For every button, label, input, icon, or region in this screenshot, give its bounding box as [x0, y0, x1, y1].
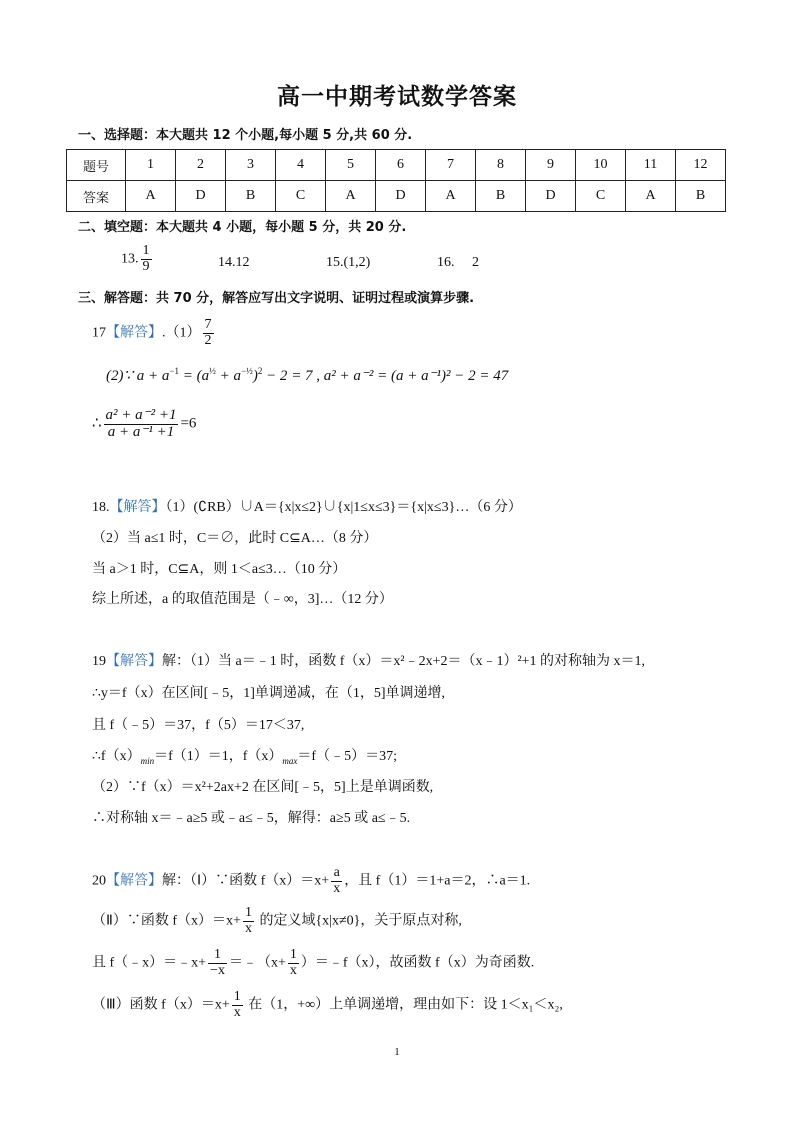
table-cell: 12	[676, 150, 726, 181]
fraction-numerator: 1	[289, 947, 297, 962]
q18-line3: 当 a＞1 时，C⊆A，则 1＜a≤3…（10 分）	[92, 562, 347, 577]
fraction-numerator: 1	[244, 905, 252, 920]
q17-part2-prefix: (2)∵ a + a	[106, 368, 170, 384]
fraction-denominator: −x	[210, 962, 225, 978]
fraction-denominator: 9	[142, 258, 150, 274]
q20-l1-a: 解：（Ⅰ）∵函数 f（x）＝x+	[162, 873, 330, 889]
q17-tag: 【解答】	[106, 325, 162, 341]
table-cell: 6	[376, 150, 426, 181]
fraction-numerator: 1	[233, 989, 241, 1004]
table-cell: B	[226, 181, 276, 212]
table-row-answers	[67, 181, 726, 212]
q19-l4-b: ＝f（1）＝1，f（x）	[154, 749, 283, 764]
q18-line4: 综上所述，a 的取值范围是（﹣∞，3]…（12 分）	[92, 592, 393, 607]
answer-13	[121, 244, 154, 274]
answer-16-label: 16.	[437, 255, 455, 270]
table-cell: C	[276, 181, 326, 212]
q18-l1: （1）(∁RB）∪A＝{x|x≤2}∪{x|1≤x≤3}＝{x|x≤3}…（6 分）	[165, 500, 522, 515]
q17-line2: (2)∵ $a + a^{-1} = (a^{\frac{1}{2}} + a^{-\frac{1}{2}})^2 - 2 = 7$ , a² + a⁻² = (a + a⁻¹)² − 2 = 47	[106, 366, 509, 384]
q20-l4-fraction	[232, 990, 243, 1020]
table-cell: C	[576, 181, 626, 212]
q20-l4-b: 在（1，+∞）上单调递增，理由如下：设 1＜x₁＜x₂,	[244, 997, 563, 1013]
page-number: 1	[394, 1046, 400, 1058]
q20-line3	[92, 948, 534, 978]
table-row-label: 题号	[67, 150, 126, 181]
table-cell: 8	[476, 150, 526, 181]
q20-l2-b: 的定义域{x|x≠0}，关于原点对称,	[255, 913, 462, 929]
table-row-numbers	[67, 150, 726, 181]
q20-l1-fraction	[331, 866, 342, 896]
q19-l1: 解：（1）当 a＝﹣1 时，函数 f（x）＝x²﹣2x+2＝（x﹣1）²+1 的对称轴为 x＝1,	[162, 654, 646, 669]
table-cell: B	[676, 181, 726, 212]
q17-result: =6	[180, 415, 197, 432]
fraction-numerator: 1	[208, 948, 227, 964]
table-cell: A	[626, 181, 676, 212]
choice-answer-table	[66, 149, 726, 212]
subscript-max: max	[282, 755, 298, 766]
fraction-numerator: 1	[142, 243, 150, 258]
table-cell: 5	[326, 150, 376, 181]
fraction-numerator: 7	[204, 317, 212, 332]
q20-line4	[92, 990, 563, 1020]
answer-16	[437, 255, 479, 271]
table-cell: 11	[626, 150, 676, 181]
table-cell: D	[526, 181, 576, 212]
page-title: 高一中期考试数学答案	[277, 84, 517, 110]
q18-line1	[92, 496, 522, 516]
section1-heading: 一、选择题：本大题共 12 个小题,每小题 5 分,共 60 分.	[78, 128, 413, 143]
q20-l1-b: ，且 f（1）＝1+a＝2，∴a＝1.	[344, 873, 531, 889]
q20-tag: 【解答】	[106, 873, 162, 889]
q19-l4-c: ＝f（﹣5）＝37;	[297, 749, 397, 764]
table-cell: A	[126, 181, 176, 212]
answer-13-label: 13.	[121, 251, 139, 267]
q19-line1	[92, 650, 645, 670]
section3-heading: 三、解答题：共 70 分，解答应写出文字说明、证明过程或演算步骤.	[78, 291, 475, 306]
q19-tag: 【解答】	[106, 654, 162, 669]
table-cell: 4	[276, 150, 326, 181]
table-cell: 9	[526, 150, 576, 181]
q20-l2-a: （Ⅱ）∵函数 f（x）＝x+	[92, 913, 241, 929]
table-cell: A	[426, 181, 476, 212]
q20-l4-a: （Ⅲ）函数 f（x）＝x+	[92, 997, 230, 1013]
table-cell: 7	[426, 150, 476, 181]
table-row-label: 答案	[67, 181, 126, 212]
q17-line3	[92, 408, 196, 441]
fraction-numerator: a² + a⁻² +1	[105, 407, 177, 423]
answer-13-fraction	[141, 244, 152, 274]
q19-label: 19	[92, 654, 106, 669]
table-cell: B	[476, 181, 526, 212]
fraction-denominator: x	[233, 1004, 241, 1020]
section2-heading: 二、填空题：本大题共 4 小题，每小题 5 分，共 20 分.	[78, 220, 407, 235]
q18-label: 18.	[92, 500, 110, 515]
q17-label: 17	[92, 325, 106, 341]
fraction-denominator: 2	[204, 332, 212, 348]
q17-part2-rest: = 7 , a² + a⁻² = (a + a⁻¹)² − 2 = 47	[287, 368, 509, 384]
q19-line4	[92, 745, 397, 766]
q17-part1: .（1）	[162, 325, 201, 341]
q19-l4-a: ∴f（x）	[92, 749, 141, 764]
table-cell: D	[376, 181, 426, 212]
q20-l3-b: ＝﹣（x+	[228, 955, 286, 971]
table-cell: 3	[226, 150, 276, 181]
table-cell: 1	[126, 150, 176, 181]
q19-line3: 且 f（﹣5）＝37，f（5）＝17＜37,	[92, 718, 305, 733]
q20-line2	[92, 906, 462, 936]
table-cell: 2	[176, 150, 226, 181]
q19-line6: ∴对称轴 x＝﹣a≥5 或﹣a≤﹣5，解得：a≥5 或 a≤﹣5.	[92, 811, 411, 826]
therefore-symbol: ∴	[92, 415, 102, 432]
q20-label: 20	[92, 873, 106, 889]
q17-fraction	[203, 318, 214, 348]
answer-14: 14.12	[218, 255, 250, 270]
table-cell: 10	[576, 150, 626, 181]
fraction-denominator: x	[244, 920, 252, 936]
q20-l2-fraction	[243, 906, 254, 936]
table-cell: A	[326, 181, 376, 212]
q20-l3-fraction2	[288, 948, 299, 978]
q18-line2: （2）当 a≤1 时，C＝∅，此时 C⊆A…（8 分）	[92, 531, 378, 546]
q20-l3-a: 且 f（﹣x）＝﹣x+	[92, 955, 207, 971]
fraction-denominator: x	[333, 880, 341, 896]
answer-16-value: 2	[472, 255, 479, 270]
q19-line5: （2）∵f（x）＝x²+2ax+2 在区间[﹣5，5]上是单调函数,	[92, 780, 434, 795]
q17-result-fraction	[104, 408, 179, 441]
q18-tag: 【解答】	[109, 500, 166, 515]
q17-line1	[92, 318, 216, 348]
q20-line1	[92, 866, 530, 896]
table-cell: D	[176, 181, 226, 212]
q19-line2: ∴y＝f（x）在区间[﹣5，1]单调递减，在（1，5]单调递增,	[92, 686, 446, 701]
fraction-denominator: x	[289, 962, 297, 978]
q20-l3-fraction	[208, 948, 227, 978]
fraction-denominator: a + a⁻¹ +1	[107, 423, 175, 440]
subscript-min: min	[140, 755, 155, 766]
answer-15: 15.(1,2)	[326, 255, 371, 270]
fraction-numerator: a	[331, 866, 342, 882]
q20-l3-c: ）＝﹣f（x），故函数 f（x）为奇函数.	[300, 955, 535, 971]
